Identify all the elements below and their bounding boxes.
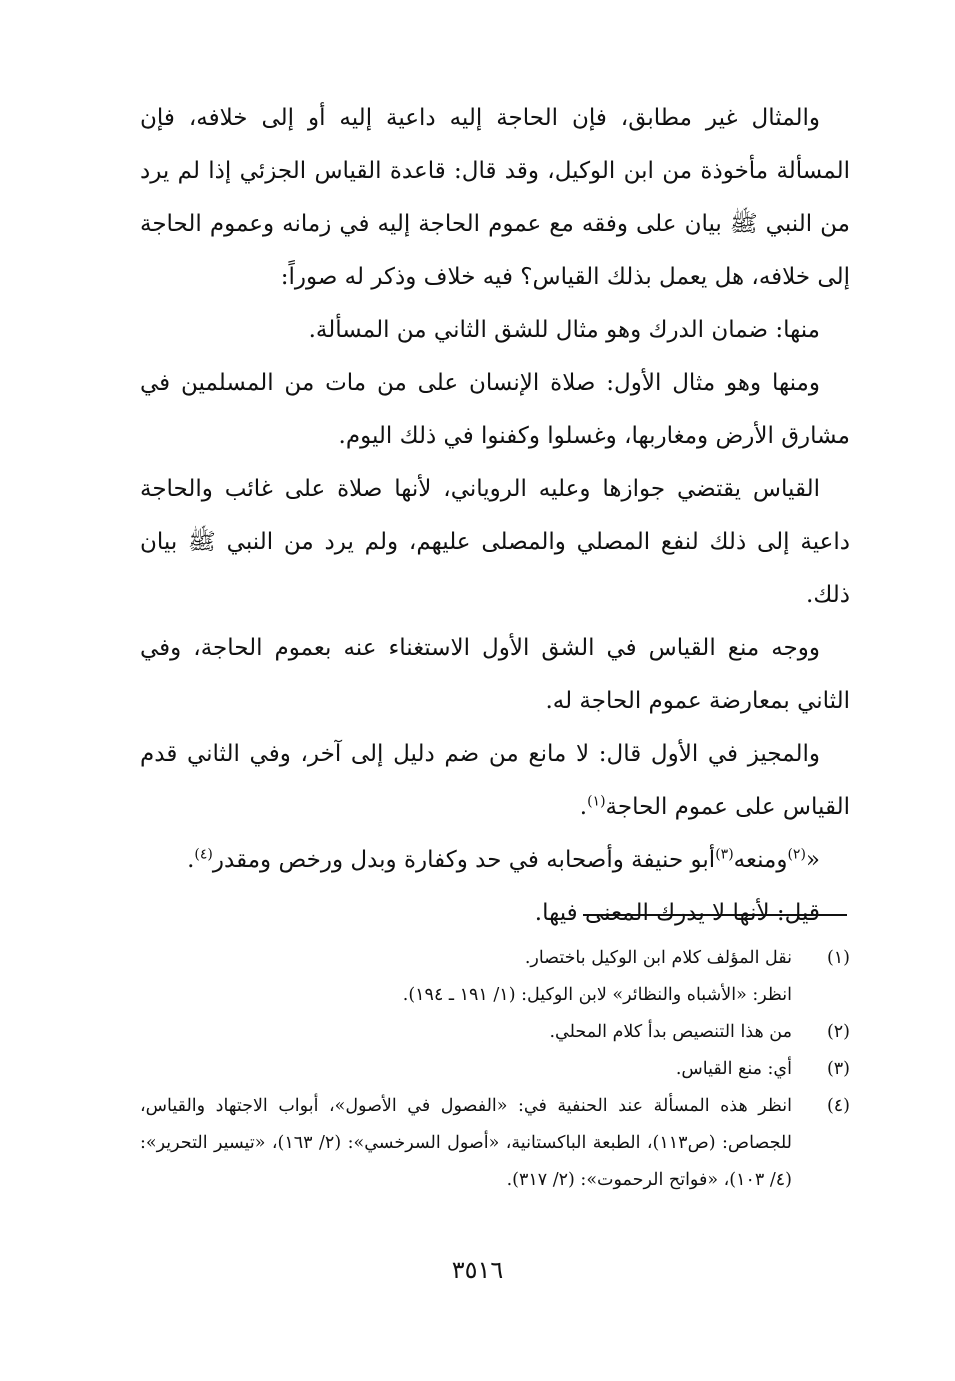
footnote-number: (٣)	[826, 1059, 850, 1079]
paragraph-8: قيل: لأنها لا يدرك المعنى فيها.	[534, 900, 820, 926]
main-text	[140, 92, 850, 940]
paragraph-7-end: .	[187, 847, 195, 873]
footnote-ref-3[interactable]: (٣)	[715, 846, 734, 863]
footnote-ref-1[interactable]: (١)	[587, 793, 606, 810]
footnotes	[140, 940, 850, 1199]
footnote-3	[140, 1051, 850, 1088]
page-number: ٣٥١٦	[451, 1256, 504, 1284]
paragraph-4: القياس يقتضي جوازها وعليه الروياني، لأنها صلاة على غائب والحاجة داعية إلى ذلك لنفع المصلي والمصلى عليهم، ولم يرد من النبي ﷺ بيان ذلك.	[140, 476, 850, 608]
footnote-text	[140, 940, 792, 1014]
footnote-number: (٤)	[826, 1096, 850, 1116]
footnote-text	[140, 1088, 792, 1199]
footnote-divider	[583, 914, 847, 916]
footnote-line: من هذا التنصيص بدأ كلام المحلي.	[549, 1022, 792, 1042]
paragraph-1: والمثال غير مطابق، فإن الحاجة إليه داعية إليه أو إلى خلافه، فإن المسألة مأخوذة من ابن الوكيل، وقد قال: قاعدة القياس الجزئي إذا لم يرد من النبي ﷺ بيان على وفقه مع عموم الحاجة إليه في زمانه وعموم الحاجة إلى خلافه، هل يعمل بذلك القياس؟ فيه خلاف وذكر له صوراً:	[140, 105, 850, 290]
paragraph-3: ومنها وهو مثال الأول: صلاة الإنسان على من مات من المسلمين في مشارق الأرض ومغاربها، وغسلوا وكفنوا في ذلك اليوم.	[140, 370, 850, 449]
paragraph-7-a: ومنعه	[733, 847, 788, 873]
footnote-2	[140, 1014, 850, 1051]
footnote-line: أي: منع القياس.	[675, 1059, 792, 1079]
footnote-ref-4[interactable]: (٤)	[194, 846, 213, 863]
footnote-ref-2[interactable]: (٢)	[787, 846, 806, 863]
footnote-text	[140, 1051, 792, 1088]
footnote-4	[140, 1088, 850, 1199]
footnote-1	[140, 940, 850, 1014]
footnote-number: (٢)	[826, 1022, 850, 1042]
paragraph-2: منها: ضمان الدرك وهو مثال للشق الثاني من المسألة.	[308, 317, 820, 343]
footnote-number: (١)	[826, 948, 850, 968]
paragraph-7	[140, 834, 850, 887]
paragraph-7-b: أبو حنيفة وأصحابه في حد وكفارة وبدل ورخص ومقدر	[212, 847, 716, 873]
footnote-line: انظر هذه المسألة عند الحنفية في: «الفصول في الأصول»، أبواب الاجتهاد والقياس، للجصاص: (ص١١٣)، الطبعة الباكستانية، «أصول السرخسي»: (٢/ ١٦٣)، «تيسير التحرير»: (٤/ ١٠٣)، «فواتح الرحموت»: (٢/ ٣١٧).	[140, 1096, 792, 1190]
footnote-line: نقل المؤلف كلام ابن الوكيل باختصار.	[524, 948, 792, 968]
quote-open: «	[805, 847, 820, 873]
paragraph-5: ووجه منع القياس في الشق الأول الاستغناء عنه بعموم الحاجة، وفي الثاني بمعارضة عموم الحاجة له.	[140, 635, 850, 714]
paragraph-6-text: والمجيز في الأول قال: لا مانع من ضم دليل إلى آخر، وفي الثاني قدم القياس على عموم الحاجة	[140, 741, 850, 820]
footnote-text	[140, 1014, 792, 1051]
paragraph-6-end: .	[579, 794, 588, 820]
paragraph-6	[140, 728, 850, 834]
footnote-line: انظر: «الأشباه والنظائر» لابن الوكيل: (١/ ١٩١ ـ ١٩٤).	[402, 985, 792, 1005]
